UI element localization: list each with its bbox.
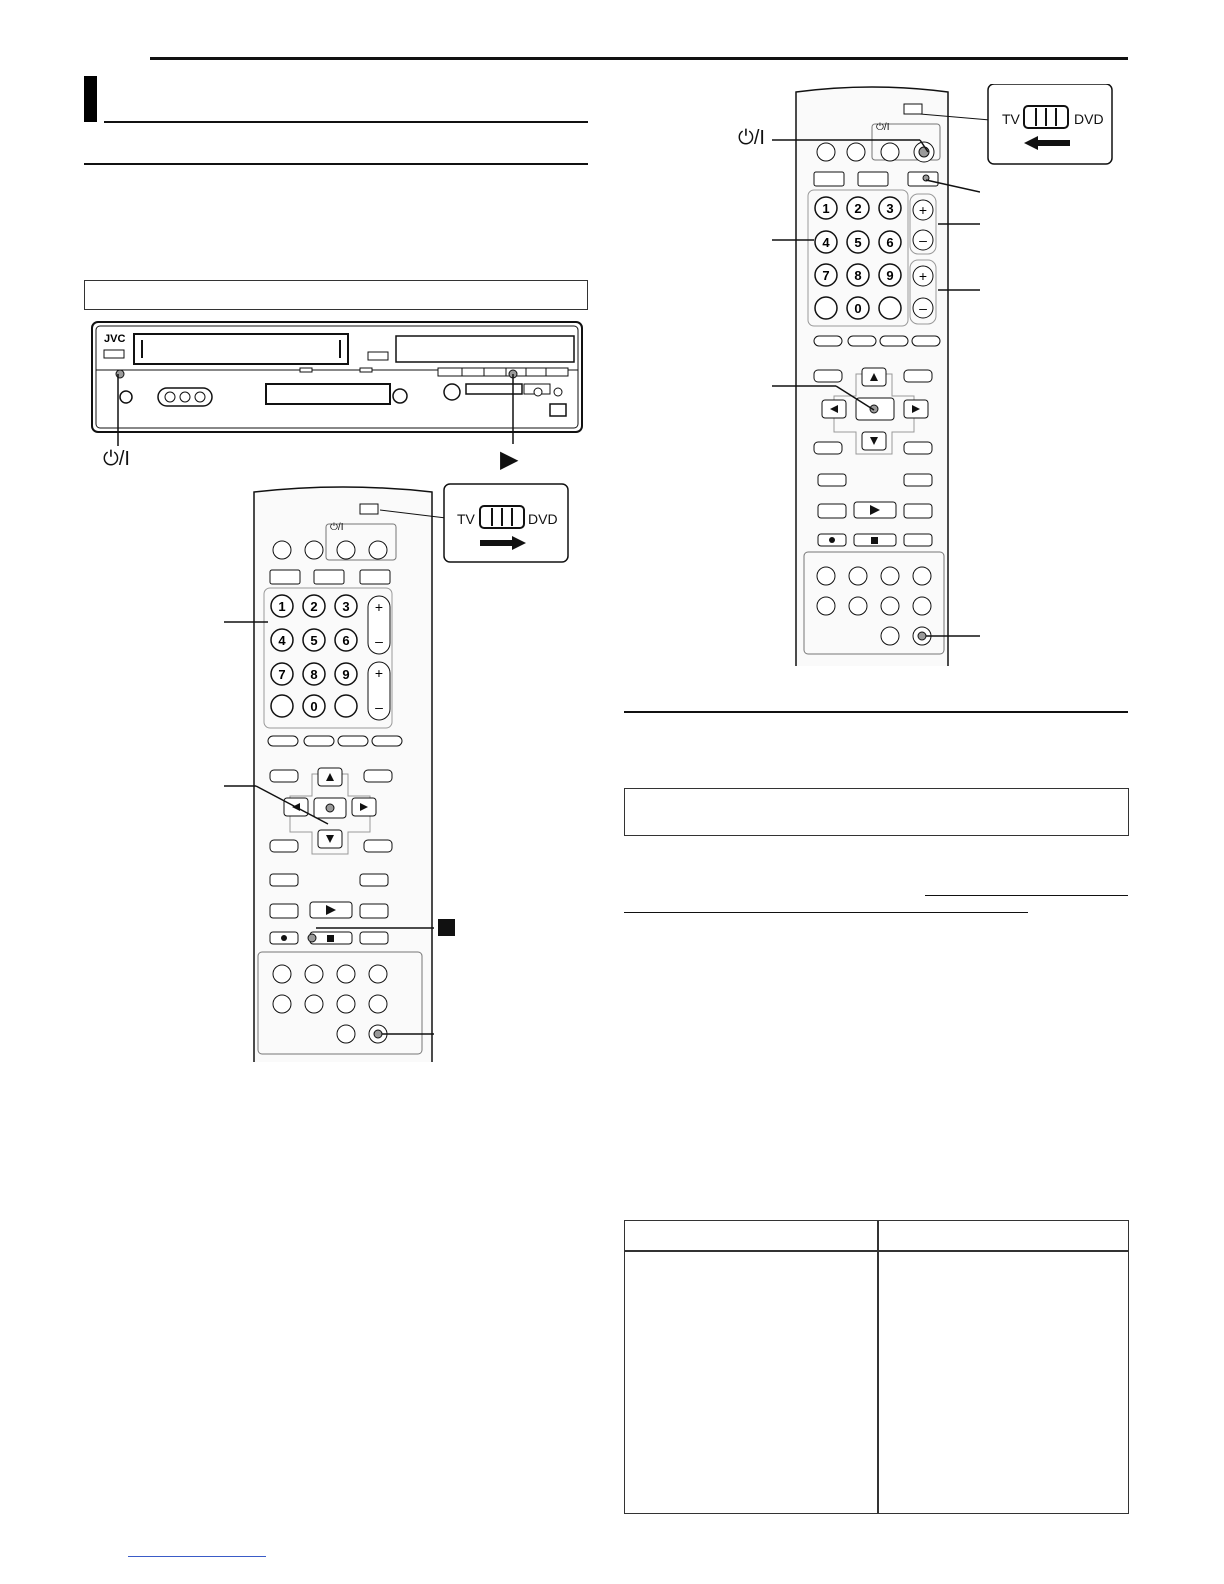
- key-7: 7: [278, 667, 286, 682]
- brand-logo: JVC: [104, 333, 126, 345]
- svg-text:–: –: [919, 300, 927, 316]
- right-remote-leaders: [770, 130, 980, 650]
- key-9: 9: [342, 667, 350, 682]
- settings-table: [624, 1220, 1129, 1514]
- right-text-underline-2: [624, 912, 1028, 913]
- right-switch-dvd-label: DVD: [1074, 111, 1104, 127]
- rkey-3: 3: [886, 201, 894, 216]
- key-8: 8: [310, 667, 318, 682]
- left-remote-leaders: [224, 600, 444, 1040]
- left-info-box: [84, 280, 588, 310]
- left-switch-dvd-label: DVD: [528, 511, 558, 527]
- svg-text:+: +: [918, 202, 928, 218]
- table-column-divider: [877, 1221, 879, 1513]
- svg-text:–: –: [375, 699, 383, 715]
- rkey-6: 6: [886, 235, 894, 250]
- svg-text:–: –: [919, 232, 927, 248]
- key-1: 1: [278, 599, 286, 614]
- footer-link-underline[interactable]: [128, 1556, 266, 1557]
- rkey-5: 5: [854, 235, 862, 250]
- right-switch-tv-label: TV: [1002, 111, 1020, 127]
- right-section-rule: [624, 711, 1128, 713]
- right-power-label: ⏻/I: [738, 127, 765, 149]
- rkey-9: 9: [886, 268, 894, 283]
- svg-text:+: +: [374, 665, 384, 681]
- svg-text:+: +: [374, 599, 384, 615]
- key-3: 3: [342, 599, 350, 614]
- key-5: 5: [310, 633, 318, 648]
- right-text-underline-1: [925, 895, 1128, 896]
- rkey-4: 4: [822, 235, 830, 250]
- rkey-0: 0: [854, 301, 862, 316]
- rkey-7: 7: [822, 268, 830, 283]
- stop-indicator-icon: [438, 919, 455, 936]
- key-4: 4: [278, 633, 286, 648]
- front-play-label: ▶: [500, 446, 519, 473]
- rkey-1: 1: [822, 201, 830, 216]
- left-switch-tv-label: TV: [457, 511, 475, 527]
- svg-text:–: –: [375, 633, 383, 649]
- section-title-underline: [104, 121, 588, 123]
- key-2: 2: [310, 599, 318, 614]
- svg-text:+: +: [918, 268, 928, 284]
- left-remote-power-small: ⏻/I: [330, 522, 344, 533]
- rkey-8: 8: [854, 268, 862, 283]
- front-power-label: ⏻/I: [103, 448, 130, 470]
- header-rule: [150, 57, 1128, 60]
- section-subtitle-rule: [84, 163, 588, 165]
- right-info-box: [624, 788, 1129, 836]
- section-marker-bar: [84, 76, 97, 122]
- key-6: 6: [342, 633, 350, 648]
- key-0: 0: [310, 699, 318, 714]
- right-remote-power-small: ⏻/I: [876, 122, 890, 133]
- rkey-2: 2: [854, 201, 862, 216]
